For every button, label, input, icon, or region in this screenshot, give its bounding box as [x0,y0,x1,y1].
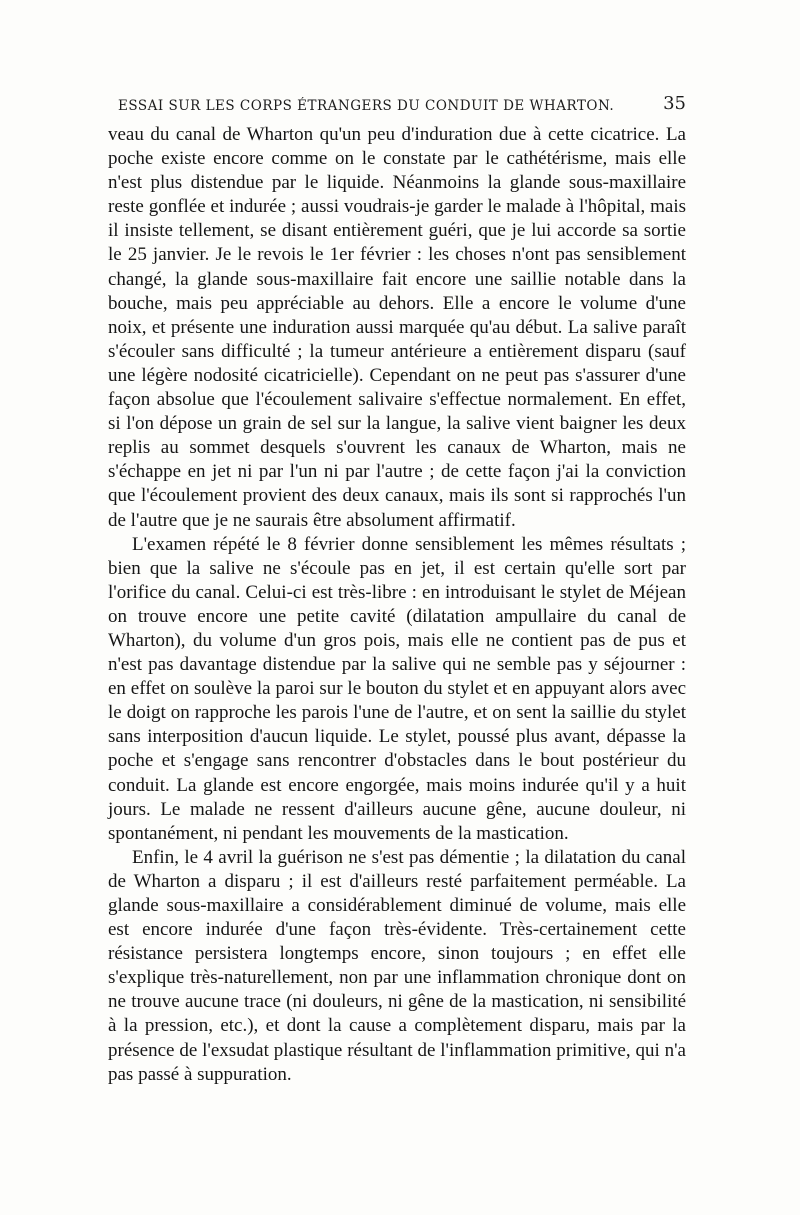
running-title: ESSAI SUR LES CORPS ÉTRANGERS DU CONDUIT DE WHARTON. [118,98,615,114]
paragraph-examen: L'examen répété le 8 février donne sensiblement les mêmes résultats ; bien que la salive ne s'écoule pas en jet, il est certain qu'elle sort par l'orifice du canal. Celui-ci est très-libre : en introduisant le stylet de Méjean on trouve encore une petite cavité (dilatation ampullaire du canal de Wharton), du volume d'un gros pois, mais elle ne contient pas de pus et n'est pas davantage distendue par la salive qui ne semble pas y séjourner : en effet on soulève la paroi sur le bouton du stylet et en appuyant alors avec le doigt on rapproche les parois l'une de l'autre, et on sent la saillie du stylet sans interposition d'aucun liquide. Le stylet, poussé plus avant, dépasse la poche et s'engage sans rencontrer d'obstacles dans le bout postérieur du conduit. La glande est encore engorgée, mais moins indurée qu'il y a huit jours. Le malade ne ressent d'ailleurs aucune gêne, aucune douleur, ni spontanément, ni pendant les mouvements de la mastication. [108,533,686,844]
page-number: 35 [663,93,686,114]
paragraph-continuation: veau du canal de Wharton qu'un peu d'induration due à cette cicatrice. La poche existe encore comme on le constate par le cathétérisme, mais elle n'est plus distendue par le liquide. Néanmoins la glande sous-maxillaire reste gonflée et indurée ; aussi voudrais-je garder le malade à l'hôpital, mais il insiste tellement, se disant entièrement guéri, que je lui accorde sa sortie le 25 janvier. Je le revois le 1er février : les choses n'ont pas sensiblement changé, la glande sous-maxillaire fait encore une saillie notable dans la bouche, mais peu appréciable au dehors. Elle a encore le volume d'une noix, et présente une induration aussi marquée qu'au début. La salive paraît s'écouler sans difficulté ; la tumeur antérieure a entièrement disparu (sauf une légère nodosité cicatricielle). Cependant on ne peut pas s'assurer d'une façon absolue que l'écoulement salivaire s'effectue normalement. En effet, si l'on dépose un grain de sel sur la langue, la salive vient baigner les deux replis au sommet desquels s'ouvrent les canaux de Wharton, mais ne s'échappe en jet ni par l'un ni par l'autre ; de cette façon j'ai la conviction que l'écoulement provient des deux canaux, mais ils sont si rapprochés l'un de l'autre que je ne saurais être absolument affirmatif. [108,124,686,531]
paragraph-conclusion: Enfin, le 4 avril la guérison ne s'est pas démentie ; la dilatation du canal de Wharton a disparu ; il est d'ailleurs resté parfaitement perméable. La glande sous-maxillaire a considérablement diminué de volume, mais elle est encore indurée d'une façon très-évidente. Très-certainement cette résistance persistera longtemps encore, sinon toujours ; en effet elle s'explique très-naturellement, non par une inflammation chronique dont on ne trouve aucune trace (ni douleurs, ni gêne de la mastication, ni sensibilité à la pression, etc.), et dont la cause a complètement disparu, mais par la présence de l'exsudat plastique résultant de l'inflammation primitive, qui n'a pas passé à suppuration. [108,846,686,1085]
running-header [108,92,686,116]
body-text [108,123,686,1087]
